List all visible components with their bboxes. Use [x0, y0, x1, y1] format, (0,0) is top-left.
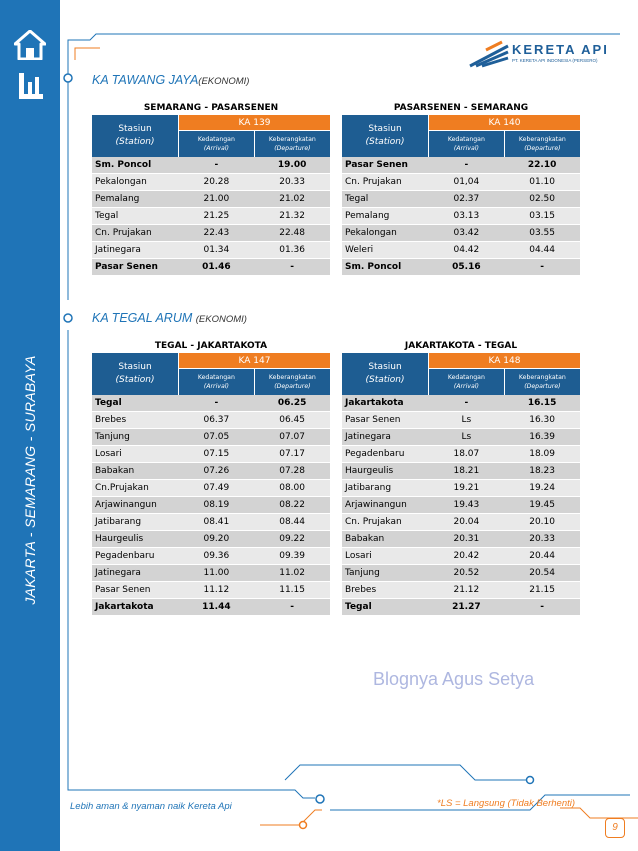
table-row	[92, 582, 330, 599]
table-row	[92, 242, 330, 259]
departure-cell: 16.30	[504, 412, 580, 429]
section-class: (EKONOMI)	[195, 314, 247, 325]
arrival-cell: 19.43	[429, 497, 505, 514]
station-cell: Losari	[342, 548, 429, 565]
station-cell: Tanjung	[92, 429, 179, 446]
departure-cell: 01.36	[254, 242, 330, 259]
arrival-cell: 03.42	[429, 225, 505, 242]
arrival-cell: 20.31	[429, 531, 505, 548]
departure-cell: -	[504, 599, 580, 616]
station-cell: Pasar Senen	[92, 582, 179, 599]
table-row	[342, 208, 580, 225]
table-row	[342, 531, 580, 548]
table-row	[342, 480, 580, 497]
table-row	[342, 497, 580, 514]
departure-cell: 22.48	[254, 225, 330, 242]
arrival-cell: 21.00	[179, 191, 255, 208]
station-cell: Weleri	[342, 242, 429, 259]
station-cell: Cn. Prujakan	[342, 174, 429, 191]
station-header	[92, 115, 179, 157]
departure-header	[254, 369, 330, 396]
logo-name: KERETA API	[512, 42, 609, 57]
sidebar	[0, 0, 60, 851]
departure-cell: 11.15	[254, 582, 330, 599]
schedule-table	[342, 353, 580, 616]
departure-cell: -	[254, 259, 330, 276]
station-cell: Pemalang	[342, 208, 429, 225]
section-name: KA TAWANG JAYA	[92, 73, 199, 87]
departure-cell: 06.45	[254, 412, 330, 429]
departure-header	[254, 131, 330, 158]
departure-label: Keberangkatan	[518, 136, 566, 143]
table-row	[92, 208, 330, 225]
station-cell: Pekalongan	[342, 225, 429, 242]
arrival-cell: 22.43	[179, 225, 255, 242]
departure-cell: 16.39	[504, 429, 580, 446]
station-header	[342, 115, 429, 157]
station-label: Stasiun	[118, 362, 152, 372]
station-label-en: (Station)	[365, 137, 405, 147]
departure-cell: 21.32	[254, 208, 330, 225]
station-cell: Jatinegara	[92, 565, 179, 582]
station-cell: Pasar Senen	[92, 259, 179, 276]
timetable-ka-139	[92, 101, 330, 276]
departure-cell: 08.00	[254, 480, 330, 497]
station-cell: Brebes	[92, 412, 179, 429]
section-name: KA TEGAL ARUM	[92, 311, 196, 325]
station-cell: Jatibarang	[342, 480, 429, 497]
page-number: 9	[605, 818, 625, 838]
arrival-cell: 01.46	[179, 259, 255, 276]
arrival-cell: 11.44	[179, 599, 255, 616]
arrival-label: Kedatangan	[447, 136, 485, 143]
route-vertical-label: JAKARTA - SEMARANG - SURABAYA	[22, 355, 38, 605]
station-cell: Arjawinangun	[92, 497, 179, 514]
table-row	[342, 429, 580, 446]
arrival-cell: -	[179, 395, 255, 412]
station-label: Stasiun	[368, 362, 402, 372]
arrival-cell: Ls	[429, 412, 505, 429]
station-cell: Jatinegara	[342, 429, 429, 446]
section-class: (EKONOMI)	[198, 76, 250, 87]
departure-label: Keberangkatan	[518, 374, 566, 381]
table-row	[92, 497, 330, 514]
table-row	[342, 582, 580, 599]
departure-label-en: (Departure)	[524, 383, 561, 390]
station-cell: Tegal	[342, 599, 429, 616]
table-row	[342, 157, 580, 174]
departure-cell: 11.02	[254, 565, 330, 582]
route-title: TEGAL - JAKARTAKOTA	[154, 341, 268, 351]
arrival-label: Kedatangan	[197, 374, 235, 381]
departure-cell: 20.33	[254, 174, 330, 191]
arrival-cell: -	[429, 395, 505, 412]
arrival-cell: 19.21	[429, 480, 505, 497]
station-cell: Tegal	[92, 208, 179, 225]
arrival-cell: 21.12	[429, 582, 505, 599]
table-row	[342, 599, 580, 616]
station-cell: Tegal	[92, 395, 179, 412]
station-cell: Tegal	[342, 191, 429, 208]
arrival-cell: 02.37	[429, 191, 505, 208]
station-label-en: (Station)	[115, 375, 155, 385]
table-row	[92, 548, 330, 565]
section-title-tegal-arum	[92, 311, 247, 325]
table-row	[342, 225, 580, 242]
departure-label-en: (Departure)	[274, 145, 311, 152]
arrival-header	[179, 131, 255, 158]
departure-label: Keberangkatan	[268, 374, 316, 381]
table-row	[92, 565, 330, 582]
station-cell: Haurgeulis	[92, 531, 179, 548]
departure-cell: 03.55	[504, 225, 580, 242]
departure-label-en: (Departure)	[524, 145, 561, 152]
departure-cell: -	[504, 259, 580, 276]
table-row	[92, 225, 330, 242]
route-title: JAKARTAKOTA - TEGAL	[404, 341, 518, 351]
timetable-ka-140	[342, 101, 580, 276]
train-number: KA 148	[429, 353, 581, 369]
arrival-label-en: (Arrival)	[203, 383, 229, 390]
arrival-cell: 03.13	[429, 208, 505, 225]
departure-cell: 03.15	[504, 208, 580, 225]
departure-cell: 20.44	[504, 548, 580, 565]
arrival-cell: 04.42	[429, 242, 505, 259]
timetable-ka-148	[342, 339, 580, 616]
route-title: SEMARANG - PASARSENEN	[143, 103, 279, 113]
table-row	[342, 174, 580, 191]
arrival-cell: 07.26	[179, 463, 255, 480]
arrival-cell: 05.16	[429, 259, 505, 276]
section-title-tawang-jaya	[92, 73, 249, 87]
station-label-en: (Station)	[365, 375, 405, 385]
departure-cell: 07.17	[254, 446, 330, 463]
train-number: KA 140	[429, 115, 581, 131]
arrival-label-en: (Arrival)	[453, 145, 479, 152]
footer-note: *LS = Langsung (Tidak Berhenti)	[437, 798, 576, 809]
departure-cell: 22.10	[504, 157, 580, 174]
arrival-label: Kedatangan	[197, 136, 235, 143]
station-cell: Arjawinangun	[342, 497, 429, 514]
route-title: PASARSENEN - SEMARANG	[393, 103, 529, 113]
arrival-cell: 07.49	[179, 480, 255, 497]
station-cell: Pegadenbaru	[92, 548, 179, 565]
departure-cell: 04.44	[504, 242, 580, 259]
table-row	[92, 599, 330, 616]
station-cell: Jatinegara	[92, 242, 179, 259]
station-cell: Brebes	[342, 582, 429, 599]
departure-cell: 20.10	[504, 514, 580, 531]
arrival-cell: 08.41	[179, 514, 255, 531]
arrival-label-en: (Arrival)	[203, 145, 229, 152]
arrival-cell: 01,04	[429, 174, 505, 191]
table-row	[342, 242, 580, 259]
station-cell: Babakan	[342, 531, 429, 548]
arrival-cell: 11.00	[179, 565, 255, 582]
station-cell: Cn.Prujakan	[92, 480, 179, 497]
departure-cell: 09.39	[254, 548, 330, 565]
arrival-cell: 18.07	[429, 446, 505, 463]
departure-cell: 09.22	[254, 531, 330, 548]
table-row	[92, 157, 330, 174]
home-icon[interactable]	[14, 30, 46, 60]
footer-tagline: Lebih aman & nyaman naik Kereta Api	[70, 801, 232, 812]
table-row	[92, 174, 330, 191]
arrival-cell: 08.19	[179, 497, 255, 514]
station-label: Stasiun	[118, 124, 152, 134]
departure-header	[504, 369, 580, 396]
arrival-cell: 07.05	[179, 429, 255, 446]
station-cell: Babakan	[92, 463, 179, 480]
departure-cell: 16.15	[504, 395, 580, 412]
station-cell: Pasar Senen	[342, 157, 429, 174]
table-row	[342, 446, 580, 463]
station-cell: Sm. Poncol	[92, 157, 179, 174]
station-header	[92, 353, 179, 395]
departure-header	[504, 131, 580, 158]
departure-cell: 06.25	[254, 395, 330, 412]
table-row	[92, 531, 330, 548]
kereta-api-logo	[468, 40, 618, 70]
arrival-cell: 21.25	[179, 208, 255, 225]
table-row	[92, 412, 330, 429]
bar-chart-icon[interactable]	[17, 73, 43, 99]
station-cell: Pekalongan	[92, 174, 179, 191]
table-row	[92, 191, 330, 208]
station-label: Stasiun	[368, 124, 402, 134]
departure-cell: 19.24	[504, 480, 580, 497]
table-row	[342, 412, 580, 429]
table-row	[92, 395, 330, 412]
table-row	[92, 259, 330, 276]
station-cell: Haurgeulis	[342, 463, 429, 480]
arrival-cell: 20.04	[429, 514, 505, 531]
arrival-cell: 20.42	[429, 548, 505, 565]
table-row	[92, 429, 330, 446]
station-header	[342, 353, 429, 395]
arrival-cell: 21.27	[429, 599, 505, 616]
departure-cell: 18.09	[504, 446, 580, 463]
departure-cell: 20.33	[504, 531, 580, 548]
train-number: KA 139	[179, 115, 331, 131]
departure-cell: 01.10	[504, 174, 580, 191]
arrival-cell: 06.37	[179, 412, 255, 429]
station-cell: Jakartakota	[342, 395, 429, 412]
watermark: Blognya Agus Setya	[373, 669, 535, 689]
departure-cell: 19.00	[254, 157, 330, 174]
arrival-cell: 01.34	[179, 242, 255, 259]
departure-label-en: (Departure)	[274, 383, 311, 390]
table-row	[342, 395, 580, 412]
arrival-cell: Ls	[429, 429, 505, 446]
arrival-header	[429, 131, 505, 158]
table-row	[342, 259, 580, 276]
station-cell: Cn. Prujakan	[342, 514, 429, 531]
arrival-cell: 09.20	[179, 531, 255, 548]
station-cell: Jakartakota	[92, 599, 179, 616]
departure-cell: 21.02	[254, 191, 330, 208]
timetable-ka-147	[92, 339, 330, 616]
arrival-cell: -	[429, 157, 505, 174]
table-row	[92, 446, 330, 463]
departure-label: Keberangkatan	[268, 136, 316, 143]
station-cell: Losari	[92, 446, 179, 463]
arrival-header	[429, 369, 505, 396]
station-cell: Cn. Prujakan	[92, 225, 179, 242]
station-cell: Jatibarang	[92, 514, 179, 531]
table-row	[342, 514, 580, 531]
logo-mark-icon	[468, 40, 510, 68]
arrival-label: Kedatangan	[447, 374, 485, 381]
departure-cell: 19.45	[504, 497, 580, 514]
station-cell: Pasar Senen	[342, 412, 429, 429]
departure-cell: 07.28	[254, 463, 330, 480]
arrival-cell: 20.52	[429, 565, 505, 582]
arrival-cell: 20.28	[179, 174, 255, 191]
arrival-cell: 18.21	[429, 463, 505, 480]
arrival-cell: 09.36	[179, 548, 255, 565]
arrival-cell: -	[179, 157, 255, 174]
table-row	[342, 463, 580, 480]
logo-subtitle: PT. KERETA API INDONESIA (PERSERO)	[512, 58, 598, 63]
station-label-en: (Station)	[115, 137, 155, 147]
schedule-table	[92, 353, 330, 616]
table-row	[342, 565, 580, 582]
arrival-label-en: (Arrival)	[453, 383, 479, 390]
departure-cell: -	[254, 599, 330, 616]
station-cell: Sm. Poncol	[342, 259, 429, 276]
station-cell: Tanjung	[342, 565, 429, 582]
station-cell: Pegadenbaru	[342, 446, 429, 463]
departure-cell: 08.44	[254, 514, 330, 531]
train-number: KA 147	[179, 353, 331, 369]
arrival-header	[179, 369, 255, 396]
table-row	[342, 191, 580, 208]
arrival-cell: 07.15	[179, 446, 255, 463]
departure-cell: 21.15	[504, 582, 580, 599]
departure-cell: 18.23	[504, 463, 580, 480]
departure-cell: 20.54	[504, 565, 580, 582]
departure-cell: 02.50	[504, 191, 580, 208]
departure-cell: 08.22	[254, 497, 330, 514]
station-cell: Pemalang	[92, 191, 179, 208]
schedule-table	[92, 115, 330, 276]
departure-cell: 07.07	[254, 429, 330, 446]
table-row	[92, 463, 330, 480]
schedule-table	[342, 115, 580, 276]
arrival-cell: 11.12	[179, 582, 255, 599]
table-row	[342, 548, 580, 565]
table-row	[92, 514, 330, 531]
table-row	[92, 480, 330, 497]
